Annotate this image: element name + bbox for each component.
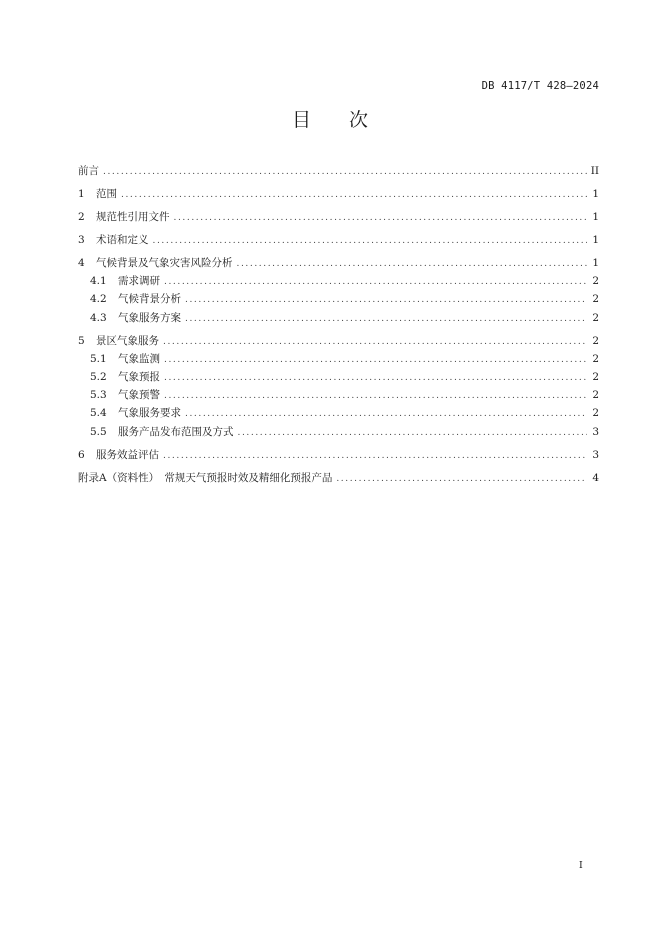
- toc-page-number: 2: [592, 407, 599, 420]
- toc-leader-dots: [336, 473, 587, 485]
- toc-entry-label: 规范性引用文件: [96, 211, 170, 223]
- toc-entry-label: 术语和定义: [96, 234, 149, 246]
- toc-entry-label: 景区气象服务: [96, 334, 159, 347]
- toc-entry-label: 服务效益评估: [96, 448, 159, 461]
- page-title: [0, 105, 662, 132]
- toc-entry-label: 气候背景分析: [118, 293, 181, 306]
- page-number: I: [579, 860, 583, 871]
- toc-page-number: 1: [592, 257, 599, 269]
- toc-entry-5-5[interactable]: [78, 426, 599, 439]
- toc-entry-label: 服务产品发布范围及方式: [118, 425, 234, 438]
- toc-leader-dots: [163, 336, 587, 348]
- toc-entry-4-3[interactable]: [78, 312, 599, 325]
- toc-leader-dots: [164, 372, 587, 384]
- toc-entry-label: 需求调研: [118, 275, 160, 288]
- document-code: DB 4117/T 428—2024: [481, 80, 599, 92]
- toc-leader-dots: [164, 276, 587, 288]
- toc-entry-3[interactable]: [78, 234, 599, 247]
- toc-leader-dots: [185, 294, 587, 306]
- toc-page-number: 1: [592, 211, 599, 223]
- toc-entry-number: 4: [78, 257, 85, 269]
- page-title-part1: 目: [291, 109, 313, 131]
- toc-page-number: 2: [592, 334, 599, 347]
- toc-entry-5-3[interactable]: [78, 389, 599, 402]
- toc-page-number: 2: [592, 352, 599, 365]
- toc-entry-number: 4.3: [90, 311, 107, 324]
- toc-leader-dots: [163, 450, 587, 462]
- toc-entry-number: 1: [78, 188, 85, 200]
- toc-entry-number: 6: [78, 448, 85, 461]
- toc-entry-label: 前言: [78, 165, 99, 177]
- page-title-part2: 次: [349, 109, 371, 131]
- toc-leader-dots: [153, 235, 588, 247]
- toc-page-number: 2: [592, 275, 599, 288]
- toc-leader-dots: [174, 212, 588, 224]
- toc-entry-5-1[interactable]: [78, 353, 599, 366]
- toc-entry-label: 气象监测: [118, 352, 160, 365]
- toc-leader-dots: [164, 354, 587, 366]
- toc-leader-dots: [103, 166, 587, 178]
- toc-page-number: 1: [592, 234, 599, 246]
- toc-entry-number: 5.1: [90, 352, 107, 365]
- toc-entry-5-2[interactable]: [78, 371, 599, 384]
- toc-entry-1[interactable]: [78, 188, 599, 201]
- toc-page-number: 4: [592, 471, 599, 484]
- toc-entry-5-4[interactable]: [78, 407, 599, 420]
- toc-leader-dots: [121, 189, 587, 201]
- toc-leader-dots: [164, 390, 587, 402]
- toc-entry-number: 2: [78, 211, 85, 223]
- toc-page-number: 2: [592, 389, 599, 402]
- toc-entry-number: 5.4: [90, 407, 107, 420]
- toc-page-number: 2: [592, 293, 599, 306]
- toc-page-number: II: [590, 165, 599, 177]
- toc-page-number: 2: [592, 311, 599, 324]
- toc-page-number: 3: [592, 448, 599, 461]
- toc-entry-appendix-a[interactable]: [78, 472, 599, 485]
- toc-entry-number: 4.1: [90, 275, 107, 288]
- toc-entry-4-1[interactable]: [78, 275, 599, 288]
- table-of-contents: [78, 165, 599, 495]
- toc-leader-dots: [185, 313, 587, 325]
- toc-entry-number: 3: [78, 234, 85, 246]
- toc-entry-label: 范围: [96, 188, 117, 200]
- toc-entry-label: 气象服务要求: [118, 407, 181, 420]
- toc-page-number: 3: [592, 425, 599, 438]
- toc-entry-4[interactable]: [78, 257, 599, 270]
- toc-page-number: 2: [592, 370, 599, 383]
- toc-entry-number: 5.3: [90, 389, 107, 402]
- toc-entry-2[interactable]: [78, 211, 599, 224]
- toc-entry-label: 气象预警: [118, 389, 160, 402]
- toc-entry-number: 5.5: [90, 425, 107, 438]
- toc-entry-number: 4.2: [90, 293, 107, 306]
- toc-entry-label: 气候背景及气象灾害风险分析: [96, 257, 233, 269]
- toc-entry-6[interactable]: [78, 449, 599, 462]
- toc-entry-label: 气象预报: [118, 370, 160, 383]
- toc-entry-4-2[interactable]: [78, 293, 599, 306]
- toc-entry-foreword[interactable]: [78, 165, 599, 178]
- toc-page-number: 1: [592, 188, 599, 200]
- toc-leader-dots: [238, 427, 588, 439]
- toc-entry-number: 5.2: [90, 370, 107, 383]
- toc-entry-label: 附录A（资料性） 常规天气预报时效及精细化预报产品: [78, 471, 333, 484]
- toc-leader-dots: [237, 258, 588, 270]
- toc-entry-label: 气象服务方案: [118, 311, 181, 324]
- toc-leader-dots: [185, 408, 587, 420]
- toc-entry-5[interactable]: [78, 335, 599, 348]
- toc-entry-number: 5: [78, 334, 85, 347]
